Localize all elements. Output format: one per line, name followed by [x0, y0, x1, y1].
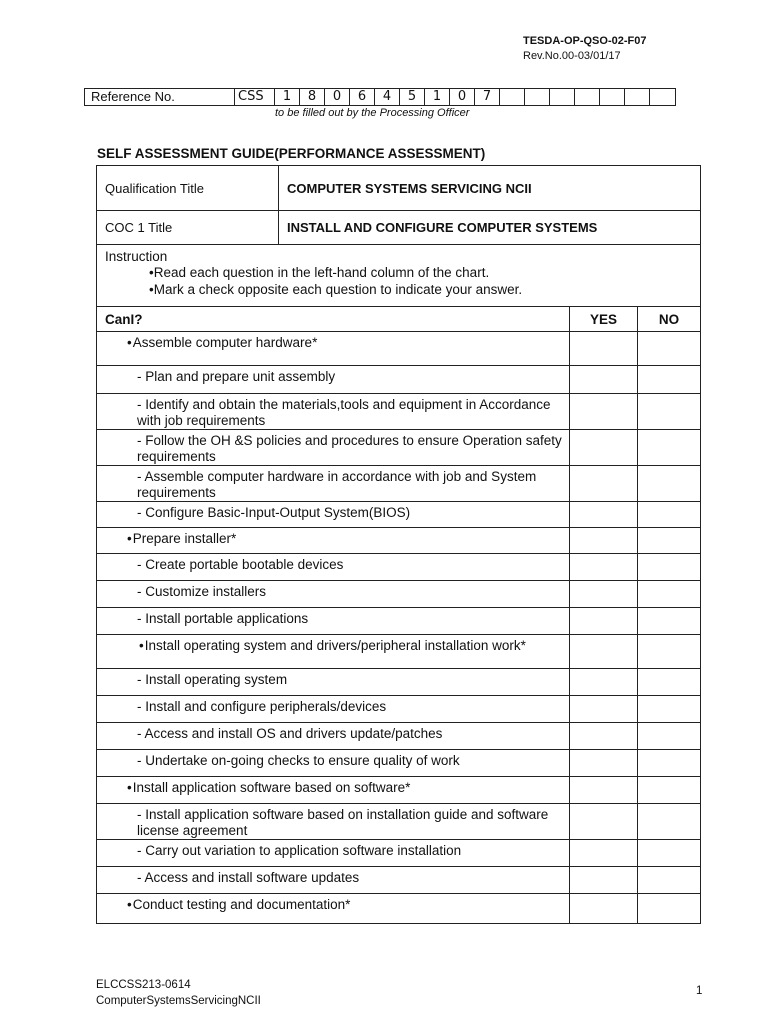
yes-checkbox[interactable]	[570, 528, 638, 554]
reference-cell: 8	[300, 89, 325, 105]
table-row	[97, 332, 701, 366]
question-item: - Follow the OH &S policies and procedures to ensure Operation safety requirements	[137, 433, 562, 464]
no-checkbox[interactable]	[638, 696, 701, 723]
table-row	[97, 366, 701, 394]
no-checkbox[interactable]	[638, 581, 701, 608]
yes-checkbox[interactable]	[570, 777, 638, 804]
question-item: - Install operating system	[137, 672, 288, 687]
yes-checkbox[interactable]	[570, 635, 638, 669]
form-code: TESDA-OP-QSO-02-F07	[523, 35, 647, 47]
competency-item: • Assemble computer hardware*	[97, 332, 569, 351]
column-header-yes: YES	[570, 307, 638, 332]
reference-cell: 7	[475, 89, 500, 105]
question-item: - Identify and obtain the materials,tools and equipment in Accordance with job requirements	[137, 397, 551, 428]
no-checkbox[interactable]	[638, 867, 701, 894]
question-item: - Customize installers	[137, 584, 267, 599]
yes-checkbox[interactable]	[570, 554, 638, 581]
yes-checkbox[interactable]	[570, 502, 638, 528]
reference-note: to be filled out by the Processing Officer	[275, 107, 470, 119]
reference-cell	[525, 89, 550, 105]
table-row	[97, 581, 701, 608]
no-checkbox[interactable]	[638, 777, 701, 804]
table-row	[97, 723, 701, 750]
question-item: - Create portable bootable devices	[137, 557, 344, 572]
table-row	[97, 750, 701, 777]
assessment-table	[96, 306, 701, 924]
reference-number-box	[84, 88, 676, 106]
reference-cell	[500, 89, 525, 105]
no-checkbox[interactable]	[638, 840, 701, 867]
reference-cell: 0	[450, 89, 475, 105]
reference-cell	[575, 89, 600, 105]
coc-value: INSTALL AND CONFIGURE COMPUTER SYSTEMS	[279, 211, 701, 245]
question-item: - Assemble computer hardware in accordance with job and System requirements	[137, 469, 537, 500]
qualification-label: Qualification Title	[97, 166, 279, 211]
reference-label: Reference No.	[85, 89, 235, 105]
question-item: - Configure Basic-Input-Output System(BIOS)	[137, 505, 411, 520]
competency-item: • Conduct testing and documentation*	[97, 894, 569, 913]
no-checkbox[interactable]	[638, 894, 701, 924]
table-row	[97, 777, 701, 804]
reference-cell: 4	[375, 89, 400, 105]
no-checkbox[interactable]	[638, 635, 701, 669]
reference-cell: 0	[325, 89, 350, 105]
table-row	[97, 466, 701, 502]
qualification-row	[97, 166, 701, 211]
table-row	[97, 894, 701, 924]
reference-cell: CSS	[235, 89, 275, 105]
instruction-line: •Read each question in the left-hand column of the chart.	[149, 265, 490, 280]
reference-cell: 1	[425, 89, 450, 105]
table-row	[97, 502, 701, 528]
table-row	[97, 394, 701, 430]
yes-checkbox[interactable]	[570, 723, 638, 750]
page-number: 1	[696, 985, 703, 997]
table-row	[97, 554, 701, 581]
reference-cell: 5	[400, 89, 425, 105]
question-item: - Install and configure peripherals/devices	[137, 699, 387, 714]
yes-checkbox[interactable]	[570, 840, 638, 867]
table-row	[97, 608, 701, 635]
question-item: - Plan and prepare unit assembly	[137, 369, 336, 384]
instruction-heading: Instruction	[105, 249, 168, 264]
table-row	[97, 804, 701, 840]
yes-checkbox[interactable]	[570, 394, 638, 430]
reference-cell	[650, 89, 675, 105]
reference-cell	[625, 89, 650, 105]
no-checkbox[interactable]	[638, 366, 701, 394]
revision-number: Rev.No.00-03/01/17	[523, 50, 621, 62]
no-checkbox[interactable]	[638, 430, 701, 466]
qualification-table	[96, 165, 701, 245]
competency-item-text: • Install operating system and drivers/peripheral installation work*	[127, 638, 569, 654]
yes-checkbox[interactable]	[570, 466, 638, 502]
yes-checkbox[interactable]	[570, 608, 638, 635]
no-checkbox[interactable]	[638, 394, 701, 430]
yes-checkbox[interactable]	[570, 581, 638, 608]
yes-checkbox[interactable]	[570, 430, 638, 466]
competency-item	[97, 635, 569, 654]
column-header-no: NO	[638, 307, 701, 332]
yes-checkbox[interactable]	[570, 696, 638, 723]
reference-cell	[550, 89, 575, 105]
instruction-line: •Mark a check opposite each question to indicate your answer.	[149, 282, 523, 297]
no-checkbox[interactable]	[638, 750, 701, 777]
no-checkbox[interactable]	[638, 332, 701, 366]
table-row	[97, 430, 701, 466]
qualification-value: COMPUTER SYSTEMS SERVICING NCII	[279, 166, 701, 211]
question-item: - Install portable applications	[137, 611, 309, 626]
question-item: - Install application software based on installation guide and software license agreement	[137, 807, 549, 838]
page-title: SELF ASSESSMENT GUIDE(PERFORMANCE ASSESSMENT)	[97, 146, 486, 161]
reference-cell	[600, 89, 625, 105]
instruction-box	[96, 243, 701, 307]
column-header-question: CanI?	[97, 307, 570, 332]
yes-checkbox[interactable]	[570, 366, 638, 394]
table-row	[97, 696, 701, 723]
competency-item: • Install application software based on software*	[97, 777, 569, 796]
table-row	[97, 669, 701, 696]
no-checkbox[interactable]	[638, 528, 701, 554]
no-checkbox[interactable]	[638, 804, 701, 840]
coc-label: COC 1 Title	[97, 211, 279, 245]
no-checkbox[interactable]	[638, 669, 701, 696]
table-row	[97, 867, 701, 894]
coc-row	[97, 211, 701, 245]
question-item: - Undertake on-going checks to ensure quality of work	[137, 753, 460, 768]
footer-title: ComputerSystemsServicingNCII	[96, 995, 261, 1007]
yes-checkbox[interactable]	[570, 894, 638, 924]
no-checkbox[interactable]	[638, 502, 701, 528]
table-row	[97, 840, 701, 867]
competency-item: • Prepare installer*	[97, 528, 569, 547]
no-checkbox[interactable]	[638, 723, 701, 750]
table-row	[97, 635, 701, 669]
no-checkbox[interactable]	[638, 608, 701, 635]
question-item: - Carry out variation to application software installation	[137, 843, 462, 858]
footer-code: ELCCSS213-0614	[96, 979, 191, 991]
yes-checkbox[interactable]	[570, 804, 638, 840]
reference-cell: 6	[350, 89, 375, 105]
table-row	[97, 528, 701, 554]
no-checkbox[interactable]	[638, 466, 701, 502]
question-item: - Access and install OS and drivers update/patches	[137, 726, 443, 741]
assessment-header-row	[97, 307, 701, 332]
reference-cell: 1	[275, 89, 300, 105]
yes-checkbox[interactable]	[570, 867, 638, 894]
yes-checkbox[interactable]	[570, 750, 638, 777]
yes-checkbox[interactable]	[570, 332, 638, 366]
no-checkbox[interactable]	[638, 554, 701, 581]
yes-checkbox[interactable]	[570, 669, 638, 696]
question-item: - Access and install software updates	[137, 870, 360, 885]
